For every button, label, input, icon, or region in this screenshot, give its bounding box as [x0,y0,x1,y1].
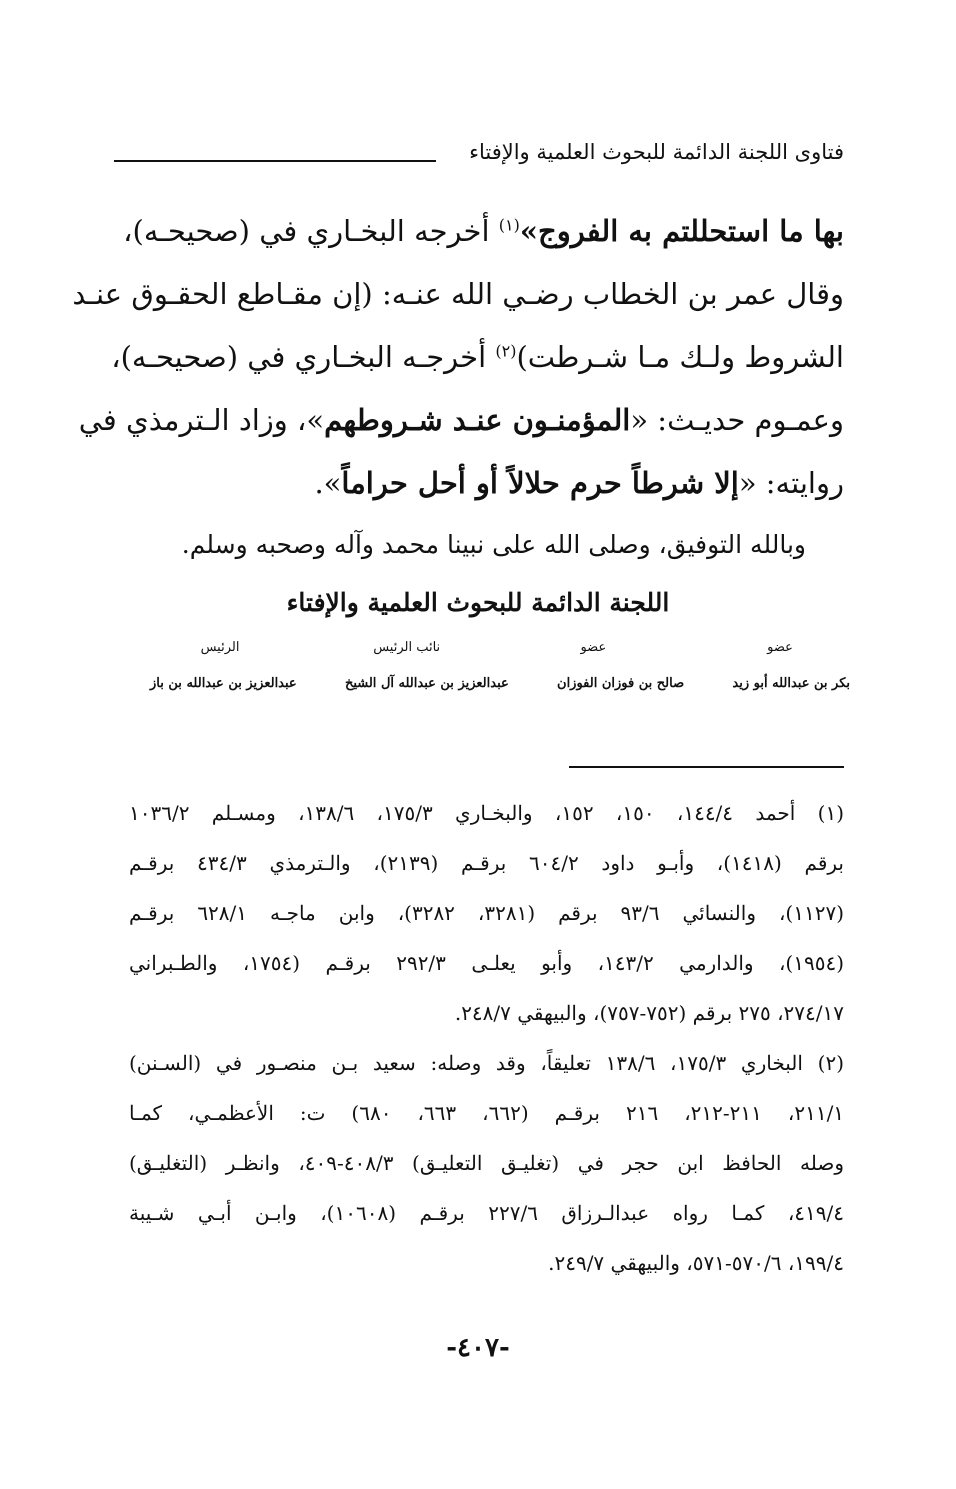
member-name: عبدالعزيز بن عبدالله بن باز [150,676,297,691]
footnote-1-line: (١٩٥٤)، والدارمي ١٤٣/٢، وأبو يعلـى ٢٩٢/٣ برقـم (١٧٥٤، والطـبراني [129,951,844,975]
member-title: الرئيس [200,640,240,655]
body-text: أخرجـه البخـاري في (صحيحـه)، [111,340,496,374]
footnote-ref-2: (٢) [495,341,517,361]
body-text: »، وزاد الـترمذي في [78,403,325,437]
header-title: فتاوى اللجنة الدائمة للبحوث العلمية والإفتاء [469,140,844,164]
closing-prayer: وبالله التوفيق، وصلى الله على نبينا محمد وآله وصحبه وسلم. [181,530,806,559]
body-text: الشروط ولـك مـا شـرطت) [516,340,844,374]
committee-name: اللجنة الدائمة للبحوث العلمية والإفتاء [286,588,670,617]
body-text: ». [314,466,342,500]
body-line-5 [132,452,844,515]
footnote-2-line: ٢١١/١، ٢١١-٢١٢، ٢١٦ برقـم (٦٦٢، ٦٦٣، ٦٨٠) ت: الأعظمـي، كمـا [129,1101,845,1125]
footnote-1-line: ٢٧٤/١٧، ٢٧٥ برقم (٧٥٢-٧٥٧)، والبيهقي ٢٤٨/٧. [454,1001,844,1025]
hadith-quote: بها ما استحللتم به الفروج» [519,214,844,248]
body-text: أخرجه البخـاري في (صحيحـه)، [123,214,499,248]
running-header [114,140,844,180]
footnote-2-line: ٤١٩/٤، كمـا رواه عبدالـرزاق ٢٢٧/٦ برقـم (١٠٦٠٨)، وابـن أبـي شـيبة [129,1201,844,1225]
body-line-1 [123,200,844,263]
footnote-2-line: وصله الحافظ ابن حجر في (تغليـق التعليـق) ٤٠٨/٣-٤٠٩، وانظـر (التغليـق) [129,1151,844,1175]
header-rule [114,160,436,162]
signature-names [150,676,850,691]
member-name: عبدالعزيز بن عبدالله آل الشيخ [344,676,509,691]
body-text: روايته: « [738,466,844,500]
fatwa-body [72,200,844,515]
member-title: نائب الرئيس [373,640,441,655]
footnote-separator [569,766,844,768]
hadith-quote: إلا شرطاً حرم حلالاً أو أحل حراماً [341,466,739,500]
footnote-1-line: (١١٢٧)، والنسائي ٩٣/٦ برقم (٣٢٨١، ٣٢٨٢)، وابن ماجـه ٦٢٨/١ برقـم [129,901,844,925]
footnote-2-line: (٢) البخاري ١٧٥/٣، ١٣٨/٦ تعليقاً، وقد وصله: سعيد بـن منصـور في (السـنن) [129,1051,844,1075]
hadith-quote: المؤمنـون عنـد شـروطهم [324,403,631,437]
footnote-2-line: ١٩٩/٤، ٥٧٠/٦-٥٧١، والبيهقي ٢٤٩/٧. [548,1251,844,1275]
member-name: بكر بن عبدالله أبو زيد [732,676,850,691]
signature-titles [150,640,850,655]
page-number: -٤٠٧- [446,1333,510,1363]
member-title: عضو [767,640,793,655]
body-text: وعمـوم حديـث: « [630,403,844,437]
footnote-1-line: برقم (١٤١٨)، وأبـو داود ٦٠٤/٢ برقـم (٢١٣٩)، والـترمذي ٤٣٤/٣ برقـم [129,851,844,875]
body-line-2: وقال عمر بن الخطاب رضـي الله عنـه: (إن مقـاطع الحقـوق عنـد [72,277,844,311]
footnote-1-line: (١) أحمد ١٤٤/٤، ١٥٠، ١٥٢، والبخـاري ١٧٥/٣، ١٣٨/٦، ومسـلم ١٠٣٦/٢ [129,801,845,825]
member-title: عضو [580,640,607,655]
member-name: صالح بن فوزان الفوزان [557,676,685,691]
footnote-ref-1: (١) [498,215,520,235]
body-line-4 [78,389,844,452]
footnotes [129,788,844,1288]
body-line-3 [111,326,844,389]
